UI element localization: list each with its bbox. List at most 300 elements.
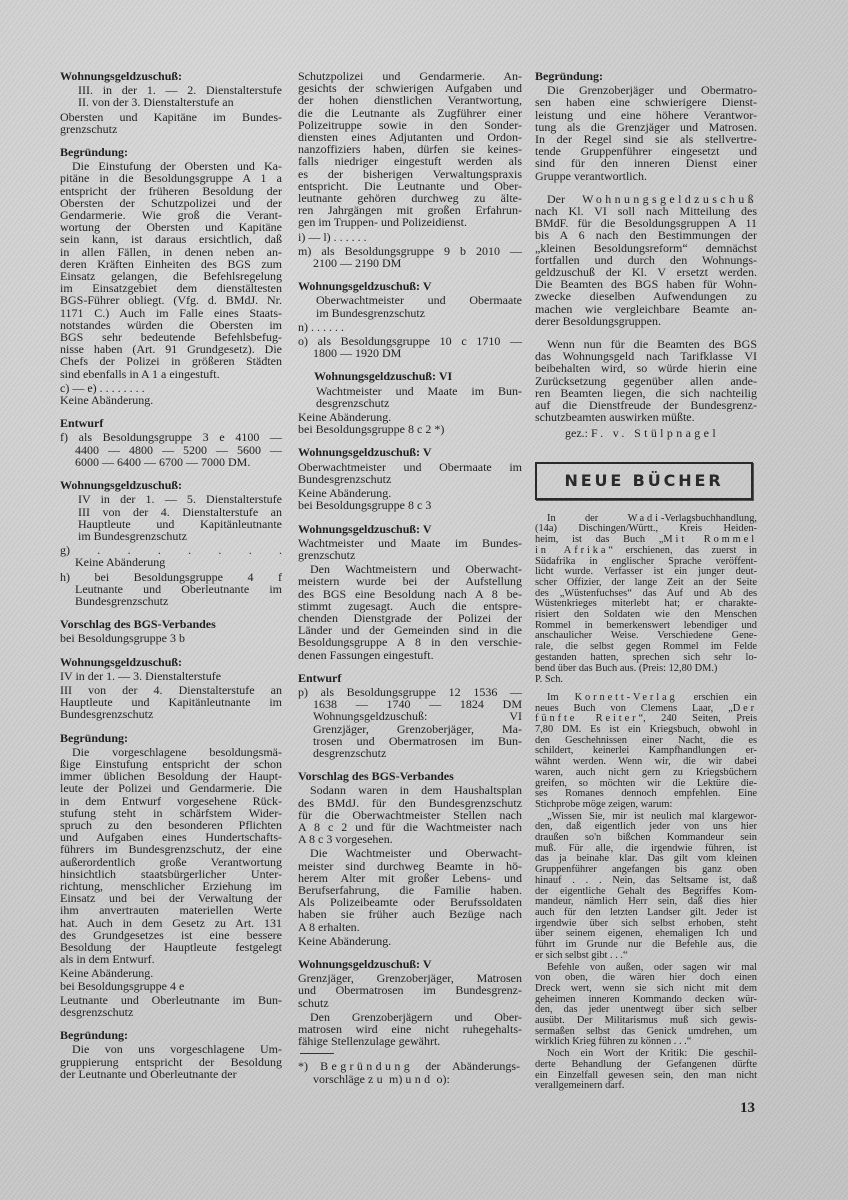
text-line: Zurücksetzung gegenüber allen ande- [535,373,757,388]
text-line: 1800 — 1920 DM [313,346,402,361]
text-line: nach Kl. VI soll nach Mitteilung des [535,204,757,219]
text-block [60,632,282,644]
text-line: sermaßen selbst das Genick umdrehen, um [535,1025,757,1037]
text-line: Leutnante und Oberleutnante im [75,581,282,596]
text-line: 6000 — 6400 — 6700 — 7000 DM. [75,454,251,469]
text-line: denen Fassungen eingestuft. [298,647,434,662]
text-line: die die Leutnante als Zugführer einer [298,105,522,120]
text-line: sind ebenfalls in A 1 a eingestuft. [60,366,220,381]
text-line: Wenn nun für die Beamten des BGS [547,337,757,352]
indent-block [60,493,282,542]
book-reviews [535,514,757,1092]
text-segment: -Verlagsbuchhandlung, [660,512,757,524]
text-segment: erschien ein [677,691,757,703]
text-line: hinauf . . . Nein, das Seltsame ist, daß [535,874,757,886]
para-block [60,160,282,380]
text-line: leute der Polizei und Gendarmerie. Die [60,781,282,796]
spaced-text: Kornett-Verlag [574,691,678,703]
para-block [298,784,522,845]
spaced-text: Begründung [320,1059,414,1074]
heading-block [298,770,522,782]
text-line: waren, auch nicht gern zu Kriegsbüchern [535,766,757,778]
para-block [60,746,282,966]
section [298,370,522,435]
text-line: Entwurf [60,416,104,431]
text-line: Wohnungsgeldzuschuß: VI [313,709,522,724]
text-line: matrosen wird eine nicht ruhegehalts- [298,1022,522,1037]
text-line: meistern wurde bei der Aufstellung [298,574,522,589]
heading-block [60,1029,282,1041]
column-left [60,68,282,1080]
heading-block [535,70,757,82]
text-line: stufung steht in schärfstem Wider- [60,805,282,820]
section [298,770,522,947]
text-line: 4400 — 4800 — 5200 — 5600 — [75,442,282,457]
text-line: Die vorgeschlagene besoldungsmä- [72,744,282,759]
spaced-text: fünfte Reiter [535,713,639,725]
text-line: entspricht. Die Leutnante und Ober- [298,178,522,193]
para-block [535,84,757,182]
spaced-text: zu [367,1071,387,1086]
column-middle [298,68,522,1085]
text-line: Die Beamten des BGS haben für Wohn- [535,277,757,292]
text-line: machen wie vergleichbare Beamte an- [535,301,757,316]
text-line: im Bundesgrenzschutz [78,528,187,543]
text-line: irgendwie über sich selbst erhoben, steht [535,917,757,929]
text-line: wortung der Obersten und Kapitäne [60,220,282,235]
text-line: nanzoffiziers haben, dürfen sie keines- [298,142,522,157]
section [298,523,522,661]
text-line: trosen und Obermatrosen im Bun- [313,733,522,748]
text-line: Die von uns vorgeschlagene Um- [72,1042,282,1057]
text-segment: vorschläge [313,1071,368,1086]
text-line: desgrenzschutz [313,745,387,760]
text-line: beibehalten wird, so würde hierin eine [535,361,757,376]
neue-buecher-header-box [535,462,753,500]
text-line: über seinem eigenen, ehemaligen Ich und [535,928,757,940]
text-line: Entwurf [298,670,342,685]
heading-block [60,146,282,158]
text-line: „kleinen Besoldungsreform“ demnächst [535,240,757,255]
text-line: Gruppe verantwortlich. [535,168,647,183]
text-line: auf die Dienstfreude der Bundesgrenz- [535,398,757,413]
text-line: Grenzjäger, Grenzoberjäger, Ma- [313,721,522,736]
text-line: Wohnungsgeldzuschuß: V [298,445,432,460]
text-line: Wohnungsgeldzuschuß: VI [314,369,453,384]
spaced-text: Der [732,702,757,714]
text-line: im Einsatzgebiet dem dienstältesten [60,281,282,296]
spaced-text: Wohnungsgeldzuschuß [582,191,757,206]
text-segment: In der [547,512,628,524]
section [60,1029,282,1080]
text-line: desgrenzschutz [316,395,390,410]
indent-block [298,385,522,409]
text-line: P. Sch. [535,674,564,686]
text-line: bei Besoldungsgruppe 8 c 2 *) [298,422,445,437]
text-line: Keine Abänderung [75,555,166,570]
text-line: pitäne in die Besoldungsgruppe A 1 a [60,171,282,186]
section [298,446,522,511]
text-line: 7,80 DM. Es ist ein Kriegsbuch, obwohl in [535,724,757,736]
para-block [535,1049,757,1092]
text-line: n) . . . . . . [298,319,344,334]
text-line: im Bundesgrenzschutz [316,305,425,320]
text-line [535,427,757,439]
text-line: schutzbeamten auswirken müßte. [535,410,695,425]
text-line: Wohnungsgeldzuschuß: [60,654,183,669]
text-line: mandeur, nämlich Herr sein, daß dies hier [535,896,757,908]
text-line: der hohen dienstlichen Verantwortung, [298,93,522,108]
text-line: für die Oberwachtmeister Stellen nach [298,807,522,822]
text-line: Keine Abänderung. [60,966,154,981]
text-block [60,670,282,682]
text-line: Keine Abänderung. [60,393,154,408]
heading-block [60,479,282,491]
heading-block [298,958,522,970]
text-line: herem Alter mit großer Lebens- und [298,870,522,885]
text-line: Den Wachtmeistern und Oberwacht- [310,562,522,577]
text-line: A 8 erhalten. [298,919,360,934]
text-line: und Aufgaben eines Hundertschafts- [60,830,282,845]
footnote-block [298,1053,520,1084]
text-line: Die Wachtmeister und Oberwacht- [310,846,522,861]
text-line: auch für den letzten Landser gilt. Jeder ist [535,907,757,918]
text-line: schutz [298,995,329,1010]
text-line: Grenzjäger, Grenzoberjäger, Matrosen [298,971,522,986]
text-line: meister sind durchweg Beamte in hö- [298,858,522,873]
heading-block [298,280,522,292]
section [298,958,522,1085]
text-line: in dem Entwurf vorgesehene Rück- [60,793,282,808]
block-block [60,994,282,1018]
para-block [60,1043,282,1080]
item-block [60,431,282,468]
text-line: draußen so'n bißchen Kommandeur sein [535,832,757,844]
text-line: Obersten und Kapitäne im Bundes- [60,109,282,124]
text-line: 2100 — 2190 DM [313,256,402,271]
text-line: diensten eines Adjutanten und Ordon- [298,130,522,145]
text-line: i) — l) . . . . . . [298,229,367,244]
text-line: Wohnungsgeldzuschuß: V [298,279,432,294]
item-block [60,544,282,568]
text-line: wirklich Krieg führen zu können . . .“ [535,1036,692,1048]
text-line: fortfallen und durch den Wohnungs- [535,252,757,267]
text-line: Obersten der Schutzpolizei und der [60,195,282,210]
text-segment: o): [433,1071,450,1086]
text-line: Länder und der Gemeinden sind in die [298,623,522,638]
section [60,146,282,406]
text-line: „Wissen Sie, mir ist neulich mal klargewor- [547,810,757,822]
text-line: falls niedriger eingestuft werden als [298,154,522,169]
right-column-statement [535,70,757,440]
item-block [298,245,522,269]
text-line: der eigentliche Gehalt des Begriffes Kom- [535,885,757,897]
text-line: bei Besoldungsgruppe 4 e [60,978,185,993]
text-line: nisse haben (Art. 91 Grundgesetz). Die [60,342,282,357]
text-block [298,935,522,947]
text-line: greifen, so möchten wir die Lektüre die- [535,777,757,789]
text-line: Wachtmeister und Maate im Bundes- [298,535,522,550]
text-line: tende Gruppenführer eingesetzt und [535,144,757,159]
spaced-text: in Afrika [535,544,609,556]
text-block [298,487,522,511]
text-line: ihm anvertrauten materiellen Werte [60,903,282,918]
text-line: Keine Abänderung. [298,410,392,425]
text-line: Bundesgrenzschutz [75,593,169,608]
text-line: Bundesgrenzschutz [298,471,392,486]
text-line: sein kann, ist daraus ersichtlich, daß [60,232,282,247]
text-line: immer üblichen Besoldung der Haupt- [60,769,282,784]
sig-block [535,427,757,439]
text-line: Besoldung der Hauptleute festgelegt [60,940,282,954]
text-line: Vorschlag des BGS-Verbandes [60,617,216,632]
text-line: Wohnungsgeldzuschuß: [60,478,183,493]
text-line: c) — e) . . . . . . . . [60,380,145,395]
text-line: zwecke dieselben Aufwendungen zu [535,289,757,304]
text-line: III von der 4. Dienstalterstufe an [60,682,282,697]
text-line: richtung, menschlicher Erziehung im [60,878,282,893]
text-line: Bundesgrenzschutz [60,707,154,722]
text-line: der Leutnante und Oberleutnante der [60,1066,237,1081]
text-line: ein Einzelfall gewesen sein, den man nicht [535,1069,757,1081]
text-line: des Grundgesetzes ist eine bessere [60,927,282,942]
heading-block [298,672,522,684]
text-line: scher Offizier, der lange Zeit an der Seite [535,576,757,588]
section [60,618,282,644]
text-line: es der bisherigen Verwaltungspraxis [298,166,522,181]
text-line: grenzschutz [298,547,356,562]
text-line: Wohnungsgeldzuschuß: [60,69,183,83]
text-line: ses Romanes dennoch empfehlen. Eine [535,788,757,800]
text-line: 1171 C.) Auch im Falle eines Staats- [60,305,282,320]
text-line: Stichprobe möge zeigen, warum: [535,798,673,810]
text-line: Die Einstufung der Obersten und Ka- [72,159,282,174]
text-line: sind für den inneren Dienst einer [535,156,757,171]
text-line: IV in der 1. — 3. Dienstalterstufe [60,668,222,683]
heading-block [60,417,282,429]
para-block [535,693,757,811]
text-line: fähige Stellenzulage gewährt. [298,1034,441,1049]
text-line: und Obermatrosen im Bundesgrenz- [298,983,522,998]
section [535,70,757,182]
text-line: (14a) Dischingen/Württ., Kreis Heiden- [535,523,757,535]
text-line: Wohnungsgeldzuschuß: V [298,957,432,971]
text-line: Wachtmeister und Maate im Bun- [316,383,522,398]
text-line: derte Behandlung der Gefangenen dürfte [535,1058,757,1070]
para-block [535,963,757,1049]
text-line: das ja beinahe klar. Das gilt vom kleinen [535,853,757,865]
text-line: bei Besoldungsgruppe 3 b [60,631,185,646]
text-line: III. in der 1. — 2. Dienstalterstufe [78,83,282,98]
text-line: spruch zu den besonderen Pflichten [60,817,282,832]
text-line: Hauptleute und Kapitänleutnante im [60,695,282,710]
block-block [298,70,522,229]
text-line: Wüstenkrieges miterlebt hat; er charakte- [535,598,757,610]
text-line: Berufserfahrung, die Familie haben. [298,882,522,897]
text-line: Als Polizeibeamte oder Berufssoldaten [298,895,522,910]
block-block [298,537,522,561]
text-segment: “ erschienen, das zuerst in [608,544,757,556]
text-line: f) als Besoldungsgruppe 3 e 4100 — [60,430,282,445]
text-block [60,382,282,406]
section [298,280,522,359]
text-line: des „Wüstenfuchses“ das Auf und Ab des [535,587,757,599]
text-line: bis A 6 nach den Bestimmungen der [535,228,757,243]
text-line: leutnante gehören durchweg zu älte- [298,191,522,206]
section [60,656,282,721]
text-line: schildert, keinerlei Kampfhandlungen er- [535,745,757,757]
text-segment: m) [386,1071,406,1086]
item-block [298,335,522,359]
text-line: von oben, die wären hier doch einen [535,972,757,984]
text-line: grenzschutz [60,121,118,136]
text-line: risiert den Soldaten wie den Menschen [535,609,757,621]
text-line: 1638 — 1740 — 1824 DM [313,697,522,712]
text-line: führt im Grunde nur die Befehle aus, die [535,939,757,951]
item-block [60,571,282,608]
text-line: Keine Abänderung. [298,486,392,501]
text-line: h) bei Besoldungsgruppe 4 f [60,569,282,584]
text-line: gruppierung entspricht der Besoldung [60,1054,282,1069]
text-line: stimmt zugesagt. Auch die entspre- [298,598,522,613]
text-line: chenden Dienstgrade der Polizei der [298,610,522,625]
heading-block [298,523,522,535]
text-line: führers im Bundesgrenzschutz, der eine [60,842,282,857]
spaced-text: Mit Rommel [663,534,757,546]
text-line: Besoldungsgruppe A 8 in den verschie- [298,635,522,650]
text-line: als in dem Entwurf. [60,952,155,967]
text-line: derer Besoldungsgruppen. [535,313,661,328]
section [298,70,522,269]
text-line: Noch ein Wort der Kritik: Die geschil- [547,1048,757,1060]
text-line: Südafrika in englischer Sprache veröffent- [535,555,757,567]
heading-block [298,370,522,382]
text-line: des BMdJ. für den Bundesgrenzschutz [298,795,522,810]
text-segment: “, 240 Seiten, Preis [638,713,757,725]
text-line: tung als die Grenzjäger und Matrosen. [535,119,757,134]
neue-buecher-title: NEUE BÜCHER [564,471,724,491]
text-line: BGS sehr bedeutende Befehlsbefug- [60,330,282,345]
para-block [298,1011,522,1048]
text-line: Polizeitruppe sowie in den Sonder- [298,117,522,132]
block-block [60,111,282,135]
text-segment: neues Buch von Clemens Laar, „ [535,702,733,714]
text-line: sen haben eine schwierigere Dienst- [535,95,757,110]
text-line: Keine Abänderung. [298,933,392,948]
text-line: bend über das Buch aus. (Preis: 12,80 DM.) [535,662,718,674]
text-line: gen im Truppen- und Polizeidienst. [298,215,467,230]
text-line: ßige Einstufung entspricht der schon [60,756,282,771]
text-line: p) als Besoldungsgruppe 12 1536 — [298,684,522,699]
text-line [535,546,757,557]
text-line: II. von der 3. Dienstalterstufe an [78,95,234,110]
section [535,338,757,440]
block-block [298,972,522,1009]
text-line: Wohnungsgeldzuschuß: V [298,521,432,536]
para-block [535,812,757,962]
item-block [298,686,522,759]
text-line: des BGS eine Besoldung nach A 8 be- [298,586,522,601]
indent-block [60,84,282,108]
text-line: hinsichtlich staatsbürgerlicher Unter- [60,866,282,881]
text-segment: heim, ist das Buch „ [535,534,664,546]
para-block [535,338,757,423]
text-line: Den Grenzoberjägern und Ober- [310,1009,522,1024]
text-block [60,967,282,991]
section [60,732,282,1019]
text-line: anschaulicher Weise. Verschiedene Gene- [535,630,757,642]
text-line: desgrenzschutz [60,1005,134,1020]
section [535,514,757,686]
text-line: Leutnante und Oberleutnante im Bun- [60,992,282,1007]
text-line: in allen Fällen, in denen neben an- [60,244,282,259]
text-line: Begründung: [60,145,129,160]
page-number: 13 [740,1100,755,1116]
text-line: verallgemeinern darf. [535,1080,625,1092]
text-line: Einsatz gelangen, die Befehlsregelung [60,269,282,284]
text-line: gestanden hatten, sprechen sich sehr lo- [535,651,757,663]
section [535,193,757,327]
text-line: Gruppenführer angefangen bis ganz oben [535,864,757,876]
text-line: den, das jeder unentwegt über sich selber [535,1004,757,1016]
text-line: geldzuschuß der Kl. V ersetzt werden. [535,265,757,280]
text-line: Vorschlag des BGS-Verbandes [298,769,454,784]
text-segment: gez.: [565,426,591,441]
text-line: Begründung: [535,69,604,83]
para-block [298,847,522,932]
spaced-text: und [405,1071,434,1086]
text-line: er sich selbst gibt . . .“ [535,949,628,961]
text-line: muß. Für alle, die irgendwie führen, ist [535,842,757,854]
text-line [298,1073,520,1085]
text-block [298,321,522,333]
text-line: Oberwachtmeister und Obermaate [316,293,522,308]
text-line: Gendarmerie. Wie groß die Verant- [60,208,282,223]
text-segment: der Abänderungs- [413,1059,520,1074]
text-line: entspricht der früheren Besoldung der [60,183,282,198]
text-line: notstandes würden die Obersten im [60,317,282,332]
text-line: Dreck wert, wenn sie sich nicht mit dem [535,982,757,994]
text-line: A 8 c 3 vorgesehen. [298,832,393,847]
text-line: m) als Besoldungsgruppe 9 b 2010 — [298,243,522,258]
text-line: licht wurde. Verfasser ist ein junger deut- [535,566,757,578]
text-line: Oberwachtmeister und Obermaate im [298,459,522,474]
text-segment: Im [547,691,575,703]
text-line: Hauptleute und Kapitänleutnante [78,516,282,531]
text-line: Einsatz und bei der Verwaltung der [60,891,282,906]
text-line: BMdF. für die Besoldungsgruppen A 11 [535,216,757,231]
heading-block [60,618,282,630]
text-line: III von der 4. Dienstalterstufe an [78,504,282,519]
heading-block [60,70,282,82]
para-block [535,193,757,327]
text-line: Rommel in bemerkenswert lebendiger und [535,619,757,631]
section [60,479,282,607]
text-line: bei Besoldungsgruppe 8 c 3 [298,498,432,513]
text-line: außerordentlich große Verantwortung [60,854,282,869]
text-line: den Geschehnissen einer Nacht, die es [535,734,757,746]
section [60,70,282,135]
text-line: IV in der 1. — 5. Dienstalterstufe [78,492,282,507]
block-block [298,461,522,485]
text-line: Begründung: [60,1028,129,1043]
heading-block [60,656,282,668]
text-line: Begründung: [60,730,129,745]
para-block [535,514,757,675]
text-line: g) . . . . . . . [60,543,282,558]
text-line: Die Grenzoberjäger und Obermatro- [547,83,757,98]
text-line: wähnt werden. Wenn wir, die wir dabei [535,756,757,768]
